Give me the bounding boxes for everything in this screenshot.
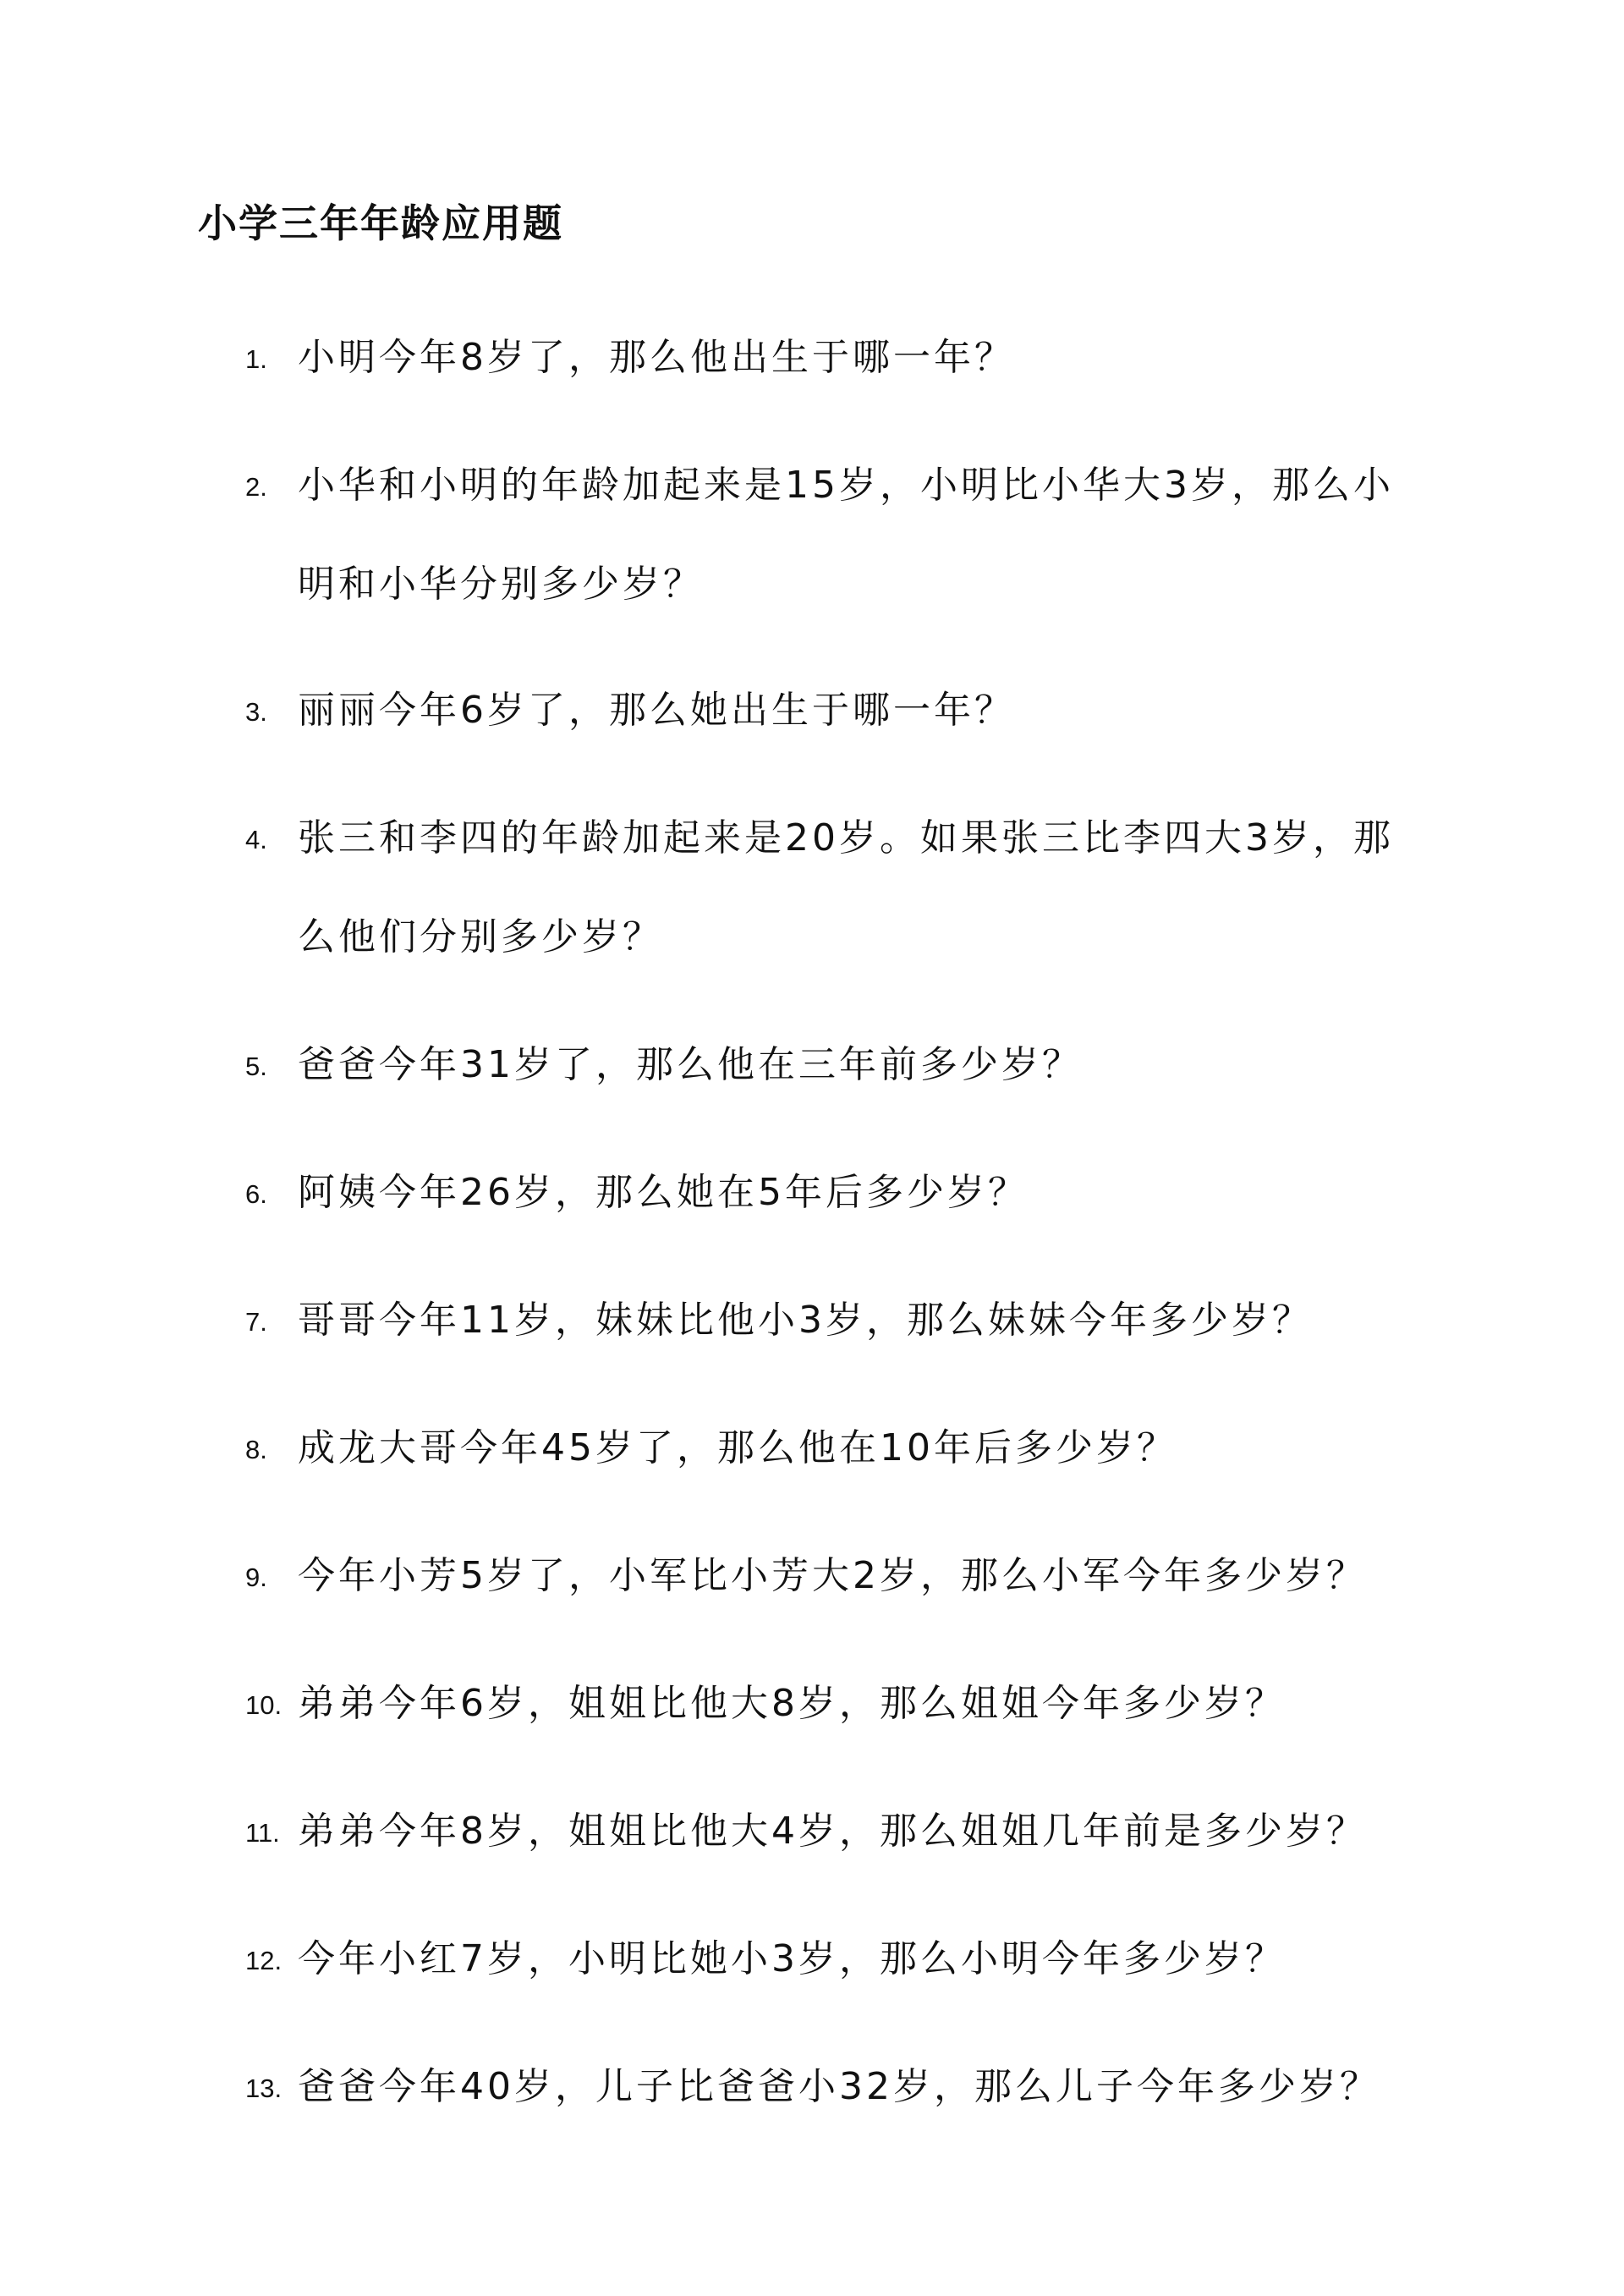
question-number: 3. <box>245 697 267 727</box>
question-text-line: 爸爸今年40岁，儿子比爸爸小32岁，那么儿子今年多少岁？ <box>298 2065 1380 2108</box>
question-text-line: 么他们分别多少岁？ <box>298 915 663 958</box>
question-number: 13. <box>245 2074 283 2103</box>
question-text-line: 哥哥今年11岁，妹妹比他小3岁，那么妹妹今年多少岁？ <box>298 1299 1313 1342</box>
question-text-line: 明和小华分别多少岁？ <box>298 563 704 606</box>
question-text-line: 弟弟今年6岁，姐姐比他大8岁，那么姐姐今年多少岁？ <box>298 1682 1286 1725</box>
question-number: 8. <box>245 1435 267 1464</box>
question-number: 10. <box>245 1690 283 1720</box>
question-text-line: 今年小红7岁，小明比她小3岁，那么小明今年多少岁？ <box>298 1937 1286 1980</box>
question-text-line: 成龙大哥今年45岁了，那么他在10年后多少岁？ <box>298 1426 1177 1469</box>
question-number: 12. <box>245 1946 283 1975</box>
question-number: 7. <box>245 1307 267 1337</box>
question-number: 11. <box>245 1818 280 1848</box>
question-text-line: 小华和小明的年龄加起来是15岁，小明比小华大3岁，那么小 <box>298 464 1394 507</box>
question-number: 9. <box>245 1563 267 1592</box>
question-number: 6. <box>245 1179 267 1209</box>
question-text-line: 今年小芳5岁了，小军比小芳大2岁，那么小军今年多少岁？ <box>298 1554 1367 1597</box>
question-text-line: 张三和李四的年龄加起来是20岁。如果张三比李四大3岁，那 <box>298 816 1394 860</box>
question-text-line: 爸爸今年31岁了，那么他在三年前多少岁？ <box>298 1043 1083 1086</box>
page-title: 小学三年年龄应用题 <box>198 200 563 246</box>
question-text-line: 弟弟今年8岁，姐姐比他大4岁，那么姐姐几年前是多少岁？ <box>298 1810 1367 1853</box>
question-number: 5. <box>245 1052 267 1081</box>
question-text-line: 小明今年8岁了，那么他出生于哪一年？ <box>298 336 1015 379</box>
question-text-line: 阿姨今年26岁，那么她在5年后多少岁？ <box>298 1171 1029 1214</box>
question-number: 4. <box>245 825 267 854</box>
question-number: 1. <box>245 344 267 374</box>
question-number: 2. <box>245 472 267 502</box>
question-text-line: 丽丽今年6岁了，那么她出生于哪一年？ <box>298 689 1015 732</box>
